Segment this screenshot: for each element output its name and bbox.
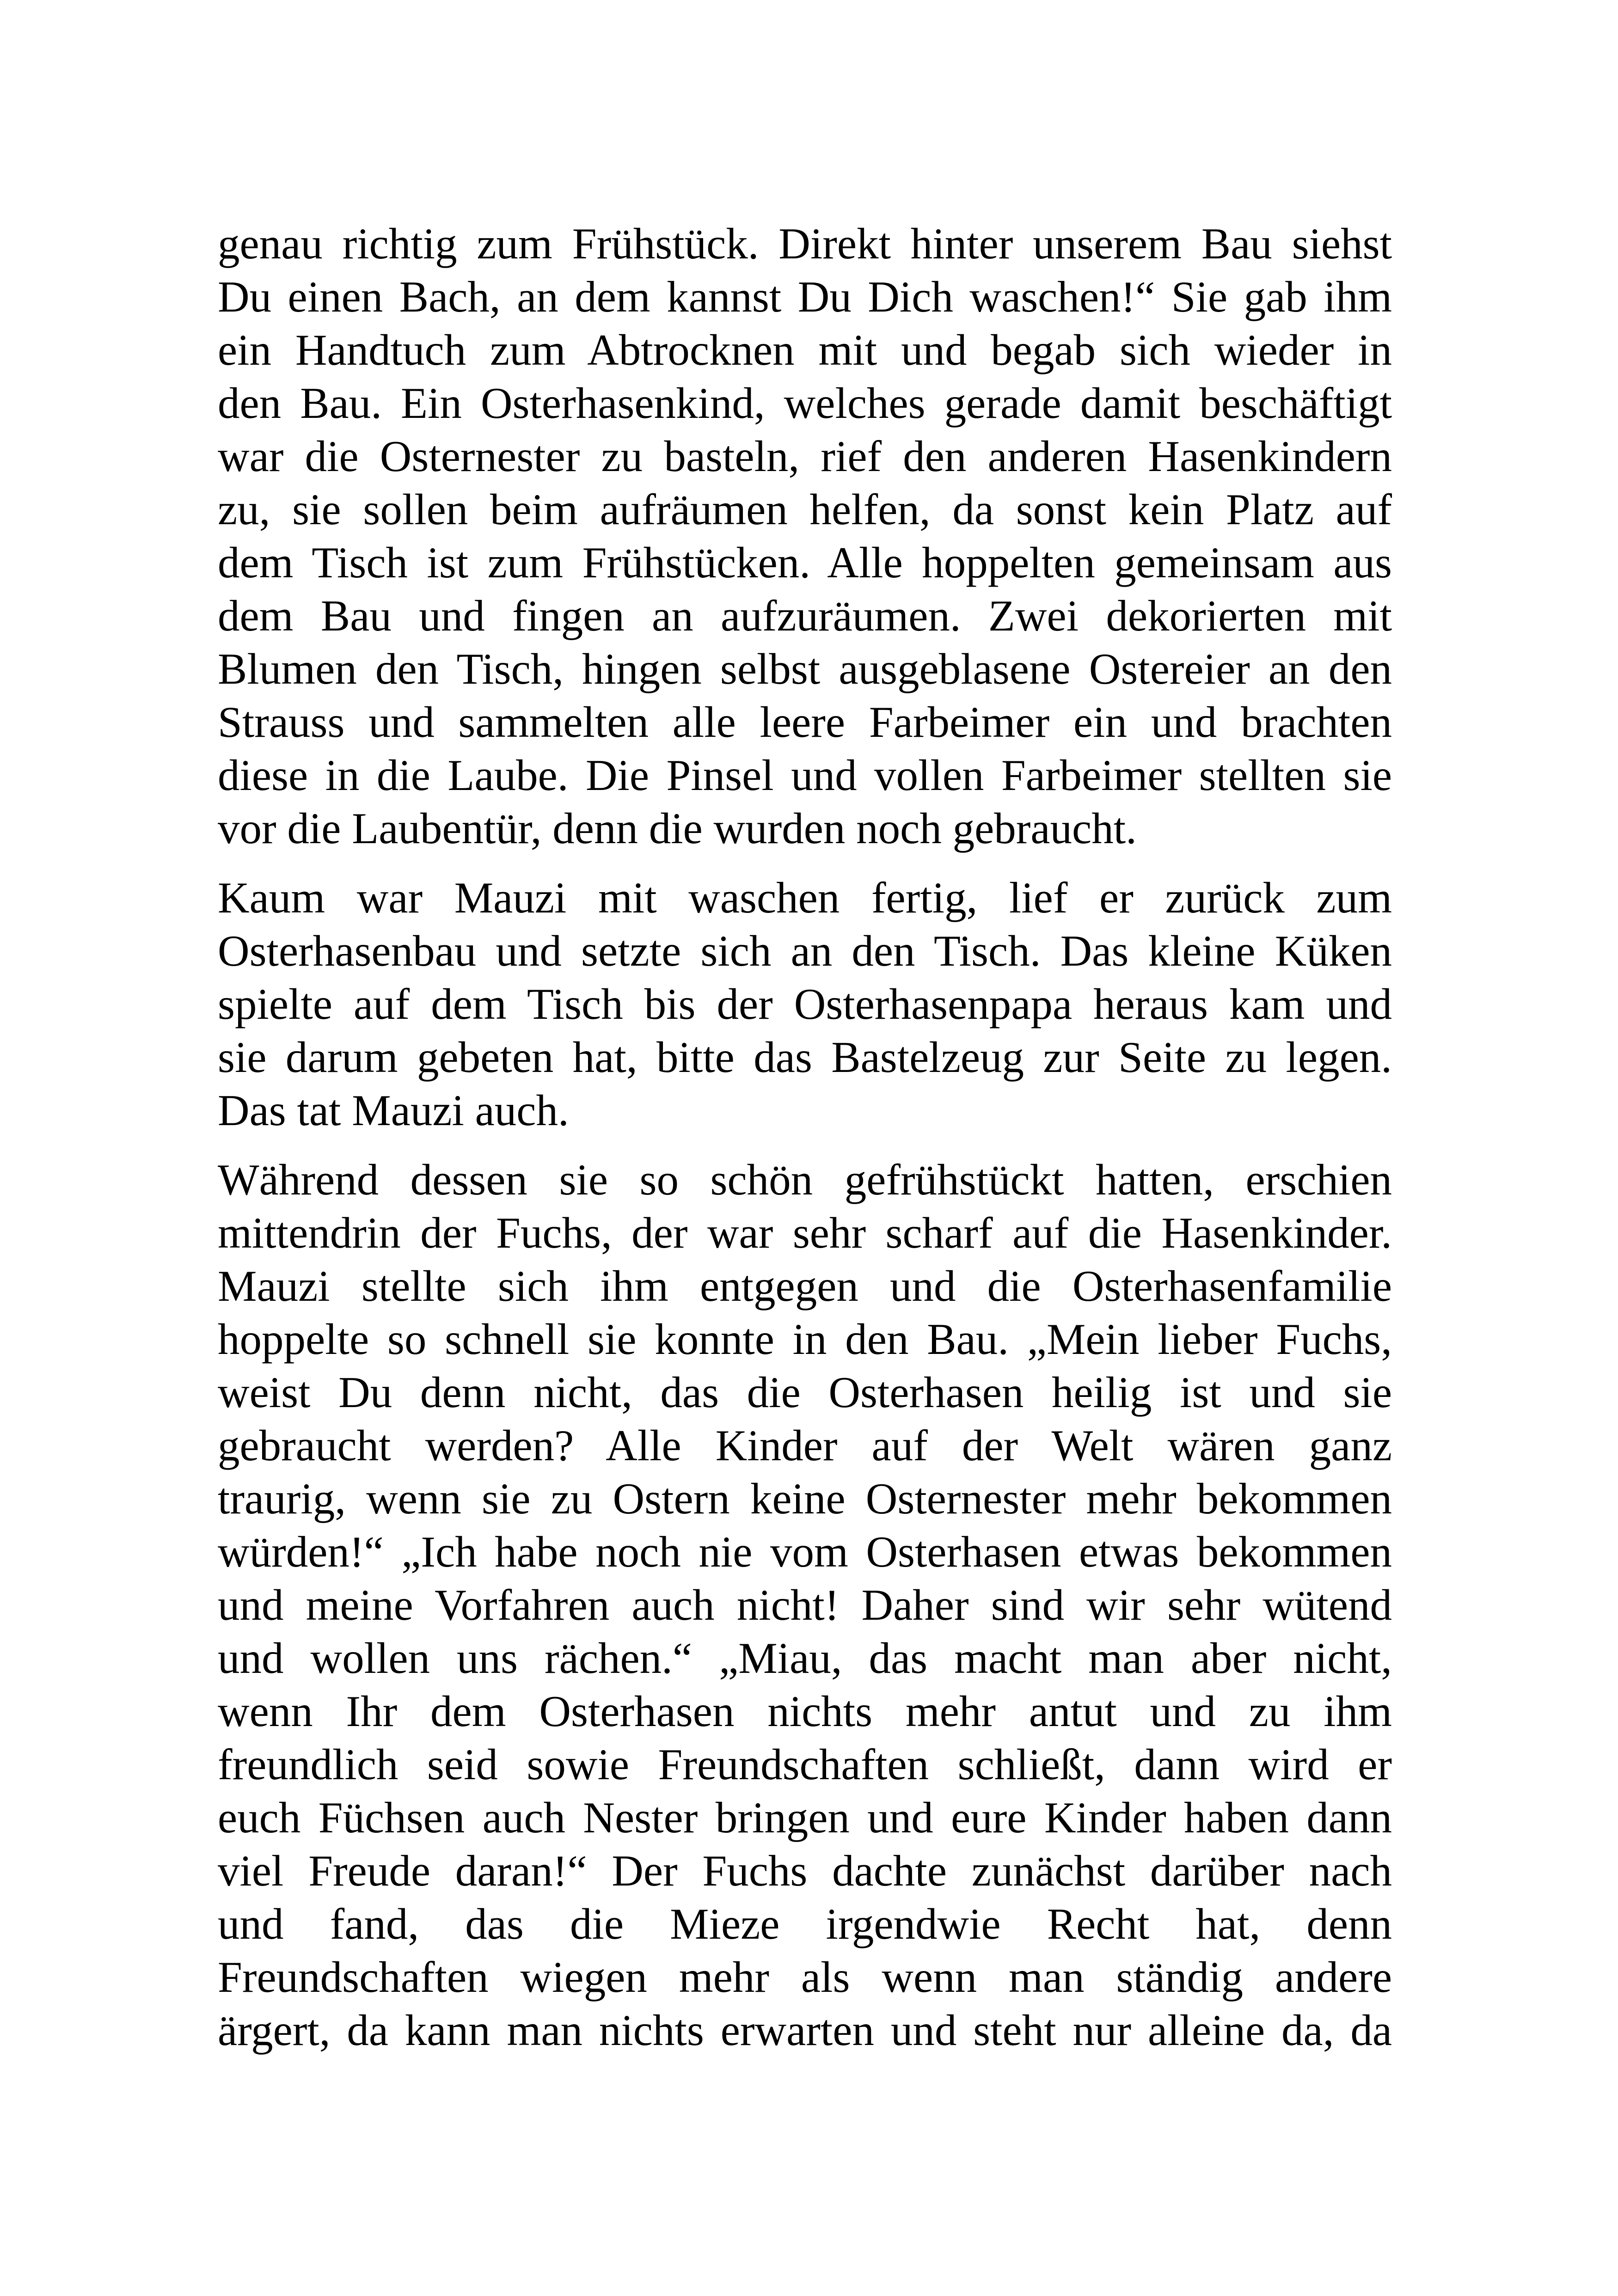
text-line: Blumen den Tisch, hingen selbst ausgeblasene Ostereier an den xyxy=(218,644,1392,693)
text-line: und wollen uns rächen.“ „Miau, das macht man aber nicht, xyxy=(218,1634,1392,1683)
text-line: ein Handtuch zum Abtrocknen mit und begab sich wieder in xyxy=(218,325,1392,374)
text-line: gebraucht werden? Alle Kinder auf der Welt wären ganz xyxy=(218,1421,1392,1470)
paragraph-1 xyxy=(218,217,1392,855)
text-line: Osterhasenbau und setzte sich an den Tisch. Das kleine Küken xyxy=(218,926,1392,975)
text-line: Du einen Bach, an dem kannst Du Dich waschen!“ Sie gab ihm xyxy=(218,272,1392,321)
text-line: Kaum war Mauzi mit waschen fertig, lief er zurück zum xyxy=(218,873,1392,922)
text-line: traurig, wenn sie zu Ostern keine Osternester mehr bekommen xyxy=(218,1474,1392,1523)
paragraph-3 xyxy=(218,1153,1392,2057)
story-text xyxy=(218,217,1392,2057)
text-line: spielte auf dem Tisch bis der Osterhasenpapa heraus kam und xyxy=(218,980,1392,1029)
paragraph-2 xyxy=(218,871,1392,1137)
text-line: Das tat Mauzi auch. xyxy=(218,1086,569,1135)
text-line: Mauzi stellte sich ihm entgegen und die Osterhasenfamilie xyxy=(218,1261,1392,1310)
text-line: freundlich seid sowie Freundschaften schließt, dann wird er xyxy=(218,1740,1392,1789)
text-line: dem Bau und fingen an aufzuräumen. Zwei dekorierten mit xyxy=(218,591,1392,640)
text-line: und meine Vorfahren auch nicht! Daher sind wir sehr wütend xyxy=(218,1580,1392,1629)
text-line: Freundschaften wiegen mehr als wenn man ständig andere xyxy=(218,1953,1392,2002)
text-line: ärgert, da kann man nichts erwarten und steht nur alleine da, da xyxy=(218,2006,1392,2055)
text-line: zu, sie sollen beim aufräumen helfen, da sonst kein Platz auf xyxy=(218,485,1392,534)
text-line: vor die Laubentür, denn die wurden noch gebraucht. xyxy=(218,804,1137,853)
text-line: mittendrin der Fuchs, der war sehr scharf auf die Hasenkinder. xyxy=(218,1208,1392,1257)
text-line: Während dessen sie so schön gefrühstückt hatten, erschien xyxy=(218,1155,1392,1204)
text-line: wenn Ihr dem Osterhasen nichts mehr antut und zu ihm xyxy=(218,1687,1392,1736)
text-line: euch Füchsen auch Nester bringen und eure Kinder haben dann xyxy=(218,1793,1392,1842)
text-line: war die Osternester zu basteln, rief den anderen Hasenkindern xyxy=(218,432,1392,481)
text-line: diese in die Laube. Die Pinsel und vollen Farbeimer stellten sie xyxy=(218,751,1392,800)
text-line: und fand, das die Mieze irgendwie Recht hat, denn xyxy=(218,1899,1392,1948)
text-line: genau richtig zum Frühstück. Direkt hinter unserem Bau siehst xyxy=(218,219,1392,268)
text-line: den Bau. Ein Osterhasenkind, welches gerade damit beschäftigt xyxy=(218,379,1392,428)
text-line: sie darum gebeten hat, bitte das Bastelzeug zur Seite zu legen. xyxy=(218,1033,1392,1082)
text-line: dem Tisch ist zum Frühstücken. Alle hoppelten gemeinsam aus xyxy=(218,538,1392,587)
text-line: viel Freude daran!“ Der Fuchs dachte zunächst darüber nach xyxy=(218,1846,1392,1895)
text-line: weist Du denn nicht, das die Osterhasen heilig ist und sie xyxy=(218,1368,1392,1417)
text-line: würden!“ „Ich habe noch nie vom Osterhasen etwas bekommen xyxy=(218,1527,1392,1576)
text-line: Strauss und sammelten alle leere Farbeimer ein und brachten xyxy=(218,698,1392,747)
text-line: hoppelte so schnell sie konnte in den Bau. „Mein lieber Fuchs, xyxy=(218,1315,1392,1364)
